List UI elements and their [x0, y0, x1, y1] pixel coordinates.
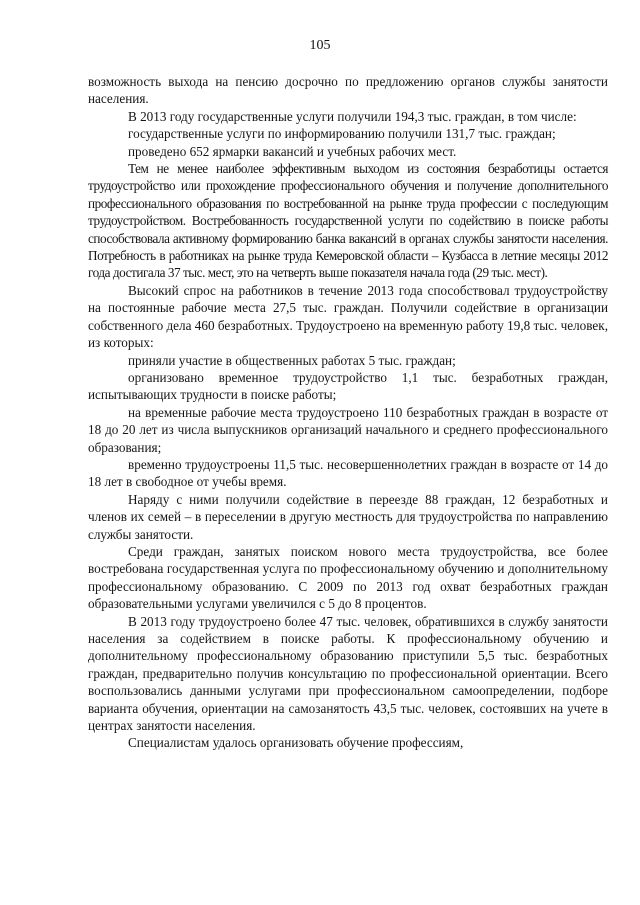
paragraph-2013-employment: В 2013 году трудоустроено более 47 тыс. человек, обратившихся в службу занятости населения за содействием в поиске работы. К профессиональному обучению и дополнительному профессиональному образованию приступили 5,5 тыс. безработных граждан, предварительно получив консультацию по профессиональной ориентации. Всего воспользовались данными услугами при профессиональном самоопределении, подборе варианта обучения, ориентации на самозанятость 43,5 тыс. человек, состоявших на учете в центрах занятости населения. [88, 613, 608, 734]
page-number: 105 [309, 38, 331, 53]
paragraph-informing-services: государственные услуги по информированию получили 131,7 тыс. граждан; [128, 126, 556, 142]
paragraph-relocation: Наряду с ними получили содействие в переезде 88 граждан, 12 безработных и членов их семей – в переселении в другую местность для трудоустройства по направлению службы занятости. [88, 491, 608, 542]
paragraph-services-total: В 2013 году государственные услуги получили 194,3 тыс. граждан, в том числе: [128, 108, 577, 124]
paragraph-continuation: возможность выхода на пенсию досрочно по предложению органов службы занятости населения. [88, 74, 608, 107]
paragraph-public-works: приняли участие в общественных работах 5 тыс. граждан; [128, 352, 456, 368]
paragraph-minors: временно трудоустроены 11,5 тыс. несовершеннолетних граждан в возрасте от 14 до 18 лет в свободное от учебы время. [88, 456, 608, 490]
body-text [88, 73, 608, 752]
paragraph-training-demand: Среди граждан, занятых поиском нового места трудоустройства, все более востребована государственная услуга по профессиональному обучению и дополнительному профессиональному образованию. С 2009 по 2013 год охват безработных граждан образовательными услугами увеличился с 5 до 8 процентов. [88, 543, 608, 612]
paragraph-graduates: на временные рабочие места трудоустроено 110 безработных граждан в возрасте от 18 до 20 лет из числа выпускников организаций начального и среднего профессионального образования; [88, 404, 608, 455]
paragraph-effective-exit: Тем не менее наиболее эффективным выходом из состояния безработицы остается трудоустройство или прохождение профессионального обучения и получение дополнительного профессионального образования по востребованной на рынке труда профессии с последующим трудоустройством. Востребованность государственной услуги по содействию в поиске работы способствовала активному формированию банка вакансий в органах службы занятости населения. Потребность в работниках на рынке труда Кемеровской области – Кузбасса в летние месяцы 2012 года достигала 37 тыс. мест, это на четверть выше показателя начала года (29 тыс. мест). [88, 161, 608, 281]
paragraph-job-fairs: проведено 652 ярмарки вакансий и учебных рабочих мест. [128, 143, 457, 159]
paragraph-high-demand: Высокий спрос на работников в течение 2013 года способствовал трудоустройству на постоянные рабочие места 27,5 тыс. граждан. Получили содействие в организации собственного дела 460 безработных. Трудоустроено на временную работу 19,8 тыс. человек, из которых: [88, 282, 608, 351]
paragraph-temporary-employment: организовано временное трудоустройство 1,1 тыс. безработных граждан, испытывающих трудности в поиске работы; [88, 369, 608, 403]
paragraph-specialists: Специалистам удалось организовать обучение профессиям, [128, 735, 464, 751]
